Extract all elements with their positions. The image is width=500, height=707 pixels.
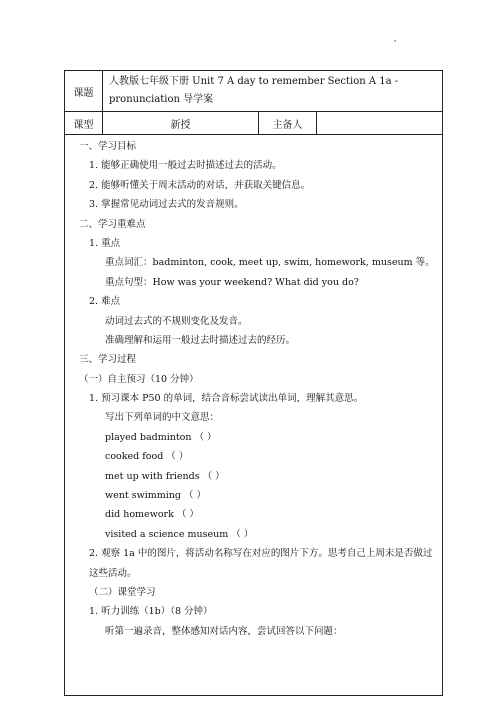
type-row — [65, 112, 443, 135]
content-line: （一）自主预习（10 分钟） — [79, 373, 199, 385]
content-line: 听第一遍录音，整体感知对话内容，尝试回答以下问题： — [105, 625, 343, 637]
author-value — [317, 112, 443, 135]
content-line: 准确理解和运用一般过去时描述过去的经历。 — [105, 334, 296, 346]
content-line: 1. 听力训练（1b）（8 分钟） — [89, 606, 213, 618]
content-line: 2. 难点 — [89, 296, 121, 308]
type-value: 新授 — [103, 112, 259, 135]
content-lines — [65, 135, 442, 641]
content-line: did homework （ ） — [105, 509, 199, 521]
content-line: 2. 观察 1a 中的图片，将活动名称写在对应的图片下方。思考自己上周末是否做过这些活动。 — [89, 548, 433, 579]
content-line: 重点词汇：badminton, cook, meet up, swim, homework, museum 等。 — [105, 257, 435, 269]
content-line: met up with friends （ ） — [105, 470, 225, 482]
content-line: 写出下列单词的中文意思： — [105, 412, 220, 424]
title-row — [65, 71, 443, 112]
content-line: 动词过去式的不规则变化及发音。 — [105, 315, 248, 327]
content-line: （二）课堂学习 — [89, 587, 156, 599]
type-label: 课型 — [65, 112, 103, 135]
content-line: 重点句型：How was your weekend? What did you do? — [105, 276, 359, 288]
content-cell — [65, 135, 443, 696]
content-line: went swimming （ ） — [105, 490, 207, 502]
content-line: 2. 能够听懂关于周末活动的对话，并获取关键信息。 — [89, 179, 311, 191]
content-line: played badminton （ ） — [105, 431, 217, 443]
content-line: 1. 预习课本 P50 的单词，结合音标尝试读出单词，理解其意思。 — [89, 393, 364, 405]
content-line: 1. 能够正确使用一般过去时描述过去的活动。 — [89, 160, 282, 172]
content-row — [65, 135, 443, 696]
content-line: 1. 重点 — [89, 237, 121, 249]
lesson-plan-table — [64, 70, 443, 696]
content-line: cooked food （ ） — [105, 451, 189, 463]
content-line: 3. 掌握常见动词过去式的发音规则。 — [89, 199, 244, 211]
content-line: 三、学习过程 — [79, 354, 137, 366]
author-label: 主备人 — [259, 112, 317, 135]
page-mark — [394, 40, 396, 42]
content-line: 一、学习目标 — [79, 141, 137, 152]
content-line: 二、学习重难点 — [79, 218, 146, 230]
title-label: 课题 — [65, 71, 103, 112]
lesson-title: 人教版七年级下册 Unit 7 A day to remember Section A 1a - pronunciation 导学案 — [103, 71, 443, 112]
content-line: visited a science museum （ ） — [105, 528, 254, 540]
